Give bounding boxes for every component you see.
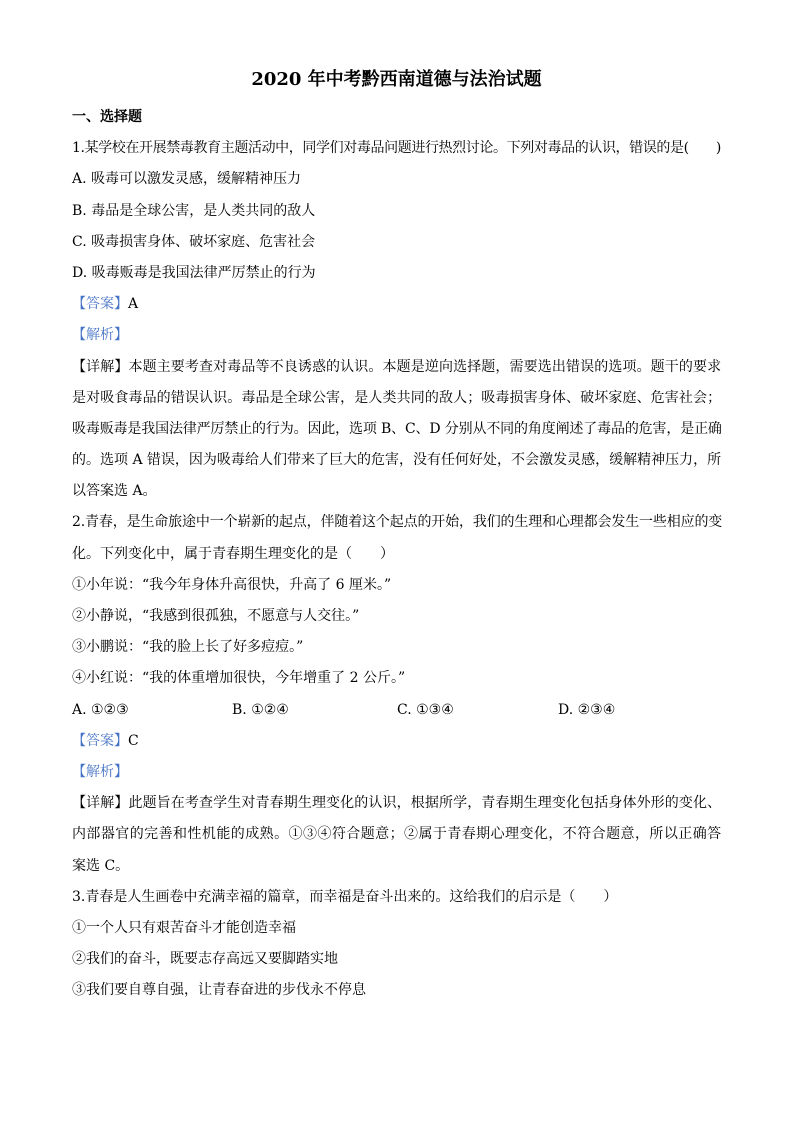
q1-analysis-label: 【解析】 xyxy=(72,327,128,344)
page-title: 2020 年中考黔西南道德与法治试题 xyxy=(251,69,542,90)
q2-answer xyxy=(72,726,721,757)
q2-answer-label: 【答案】 xyxy=(72,732,128,749)
q2-stem-line-1: 2.青春，是生命旅途中一个崭新的起点，伴随着这个起点的开始，我们的生理和心理都会发生一些相应的变 xyxy=(72,514,723,531)
q2-item-3: ③小鹏说：“我的脸上长了好多痘痘。” xyxy=(72,639,304,656)
q1-option-c: C. 吸毒损害身体、破坏家庭、危害社会 xyxy=(72,233,316,250)
q2-item-2: ②小静说，“我感到很孤独，不愿意与人交往。” xyxy=(72,608,360,624)
q2-detail-line-1: 【详解】此题旨在考查学生对青春期生理变化的认识，根据所学，青春期生理变化包括身体外形的变化、 xyxy=(72,795,721,812)
q1-detail-line-3: 吸毒贩毒是我国法律严厉禁止的行为。因此，选项 B、C、D 分别从不同的角度阐述了毒品的危害，是正确 xyxy=(72,420,722,437)
q1-answer xyxy=(72,289,721,320)
q2-item-1: ①小年说：“我今年身体升高很快，升高了 6 厘米。” xyxy=(72,576,392,593)
q2-answer-value: C xyxy=(128,732,139,749)
q1-option-b: B. 毒品是全球公害，是人类共同的敌人 xyxy=(72,202,316,219)
q1-detail-line-2: 是对吸食毒品的错误认识。毒品是全球公害，是人类共同的敌人；吸毒损害身体、破坏家庭、危害社会； xyxy=(72,389,721,406)
section-heading: 一、选择题 xyxy=(72,109,142,125)
q1-detail-line-4: 的。选项 A 错误，因为吸毒给人们带来了巨大的危害，没有任何好处，不会激发灵感，缓解精神压力，所 xyxy=(72,452,721,469)
q2-option-c: C. ①③④ xyxy=(397,701,454,718)
q2-item-4: ④小红说：“我的体重增加很快，今年增重了 2 公斤。” xyxy=(72,670,406,687)
q2-detail-line-2: 内部器官的完善和性机能的成熟。①③④符合题意；②属于青春期心理变化，不符合题意，所以正确答 xyxy=(72,826,721,843)
q2-options-row xyxy=(72,695,721,726)
q3-item-2: ②我们的奋斗，既要志存高远又要脚踏实地 xyxy=(72,951,338,968)
q3-item-3: ③我们要自尊自强，让青春奋进的步伐永不停息 xyxy=(72,982,366,999)
q1-detail-line-5: 以答案选 A。 xyxy=(72,483,157,500)
q1-answer-label: 【答案】 xyxy=(72,296,128,313)
q2-option-a: A. ①②③ xyxy=(72,701,129,718)
q2-stem-line-2: 化。下列变化中，属于青春期生理变化的是（ ） xyxy=(72,545,394,562)
q1-option-a: A. 吸毒可以激发灵感，缓解精神压力 xyxy=(72,171,302,188)
q2-detail-line-3: 案选 C。 xyxy=(72,857,130,874)
q2-option-b: B. ①②④ xyxy=(232,701,289,718)
q3-stem: 3.青春是人生画卷中充满幸福的篇章，而幸福是奋斗出来的。这给我们的启示是（ ） xyxy=(72,888,618,905)
page-content xyxy=(72,102,721,1006)
q1-answer-value: A xyxy=(128,296,139,313)
q3-item-1: ①一个人只有艰苦奋斗才能创造幸福 xyxy=(72,919,296,936)
q2-option-d: D. ②③④ xyxy=(558,701,616,718)
q2-analysis-label: 【解析】 xyxy=(72,763,128,780)
q1-stem: 1.某学校在开展禁毒教育主题活动中，同学们对毒品问题进行热烈讨论。下列对毒品的认识，错误的是( ) xyxy=(72,140,721,157)
q1-option-d: D. 吸毒贩毒是我国法律严厉禁止的行为 xyxy=(72,264,316,281)
q1-detail-line-1: 【详解】本题主要考查对毒品等不良诱惑的认识。本题是逆向选择题，需要选出错误的选项。题干的要求 xyxy=(72,358,721,375)
